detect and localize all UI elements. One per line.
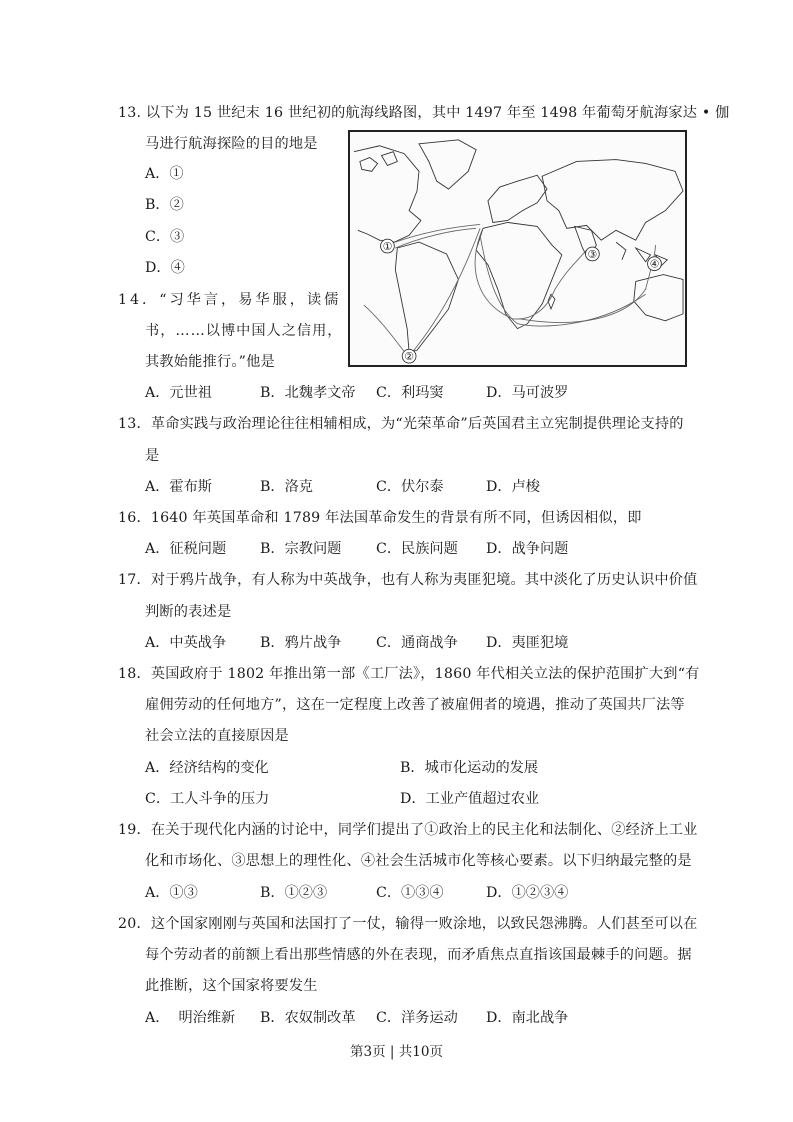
q20-option-a: A． 明治维新 [145,1010,236,1026]
q13b-stem-line-2: 是 [145,448,160,464]
q16-option-b: B．宗教问题 [260,541,342,557]
q20-stem-line-2: 每个劳动者的前额上看出那些情感的外在表现，而矛盾焦点直指该国最棘手的问题。据 [145,947,692,963]
q18-option-d: D．工业产值超过农业 [400,791,540,807]
map-marker-4: ④ [649,257,660,271]
map-marker-3: ③ [587,247,598,261]
q14-stem-line-3: 其教始能推行。”他是 [145,354,275,370]
q17-stem-line-1: 17．对于鸦片战争，有人称为中英战争，也有人称为夷匪犯境。其中淡化了历史认识中价值 [118,572,698,588]
route-magellan-pacific [364,305,409,358]
q14-option-a: A．元世祖 [145,385,212,401]
q19-option-b: B．①②③ [260,885,328,901]
map-marker-2: ② [404,350,414,364]
route-columbus-return [395,224,480,242]
arctic-islands [360,152,397,172]
q18-stem-line-3: 社会立法的直接原因是 [145,728,289,744]
q18-option-b: B．城市化运动的发展 [400,760,539,776]
q14-option-b: B．北魏孝文帝 [260,385,356,401]
q19-stem-line-2: 化和市场化、③思想上的理性化、④社会生活城市化等核心要素。以下归纳最完整的是 [145,853,692,869]
q18-stem-line-1: 18．英国政府于 1802 年推出第一部《工厂法》，1860 年代相关立法的保护范围扩大到“有 [118,666,700,682]
q14-option-d: D．马可波罗 [486,385,569,401]
q20-option-d: D．南北战争 [486,1010,569,1026]
q18-stem-line-2: 雇佣劳动的任何地方”，这在一定程度上改善了被雇佣者的境遇，推动了英国共厂法等 [145,697,685,713]
navigation-routes-map [348,130,687,367]
map-marker-1: ① [382,239,393,253]
q13b-option-d: D．卢梭 [486,479,540,495]
q19-option-d: D．①②③④ [486,885,569,901]
q13a-option-b: B．② [145,197,184,213]
q17-option-c: C．通商战争 [376,635,458,651]
q13b-option-c: C．伏尔泰 [376,479,444,495]
q19-stem-line-1: 19．在关于现代化内涵的讨论中，同学们提出了①政治上的民主化和法制化、②经济上工业 [118,822,698,838]
q20-stem-line-3: 此推断，这个国家将要发生 [145,978,318,994]
q13a-stem-line-2: 马进行航海探险的目的地是 [145,136,318,152]
q20-option-b: B．农奴制改革 [260,1010,356,1026]
q13a-option-a: A．① [145,166,184,182]
asia-outline [542,160,683,241]
q14-stem-line-2: 书，……以博中国人之信用， [145,323,343,339]
page-footer: 第3页 | 共10页 [350,1044,443,1060]
q17-option-b: B．鸦片战争 [260,635,342,651]
q16-option-d: D．战争问题 [486,541,569,557]
q14-option-c: C．利玛窦 [376,385,444,401]
q19-option-a: A．①③ [145,885,198,901]
europe-outline [488,175,547,222]
q16-stem-line-1: 16．1640 年英国革命和 1789 年法国革命发生的背景有所不同，但诱因相似，即 [118,510,642,526]
q13a-option-d: D．④ [145,260,185,276]
q13b-option-a: A．霍布斯 [145,479,212,495]
q13b-option-b: B．洛克 [260,479,313,495]
q14-stem-line-1: 14．“习华言，易华服，读儒 [118,292,342,308]
q17-option-d: D．夷匪犯境 [486,635,569,651]
q17-option-a: A．中英战争 [145,635,227,651]
q19-option-c: C．①③④ [376,885,444,901]
q13b-stem-line-1: 13．革命实践与政治理论往往相辅相成，为“光荣革命”后英国君主立宪制提供理论支持的 [118,416,684,432]
world-map-illustration [350,132,685,365]
route-to-marker-2 [409,228,480,356]
q13a-option-c: C．③ [145,229,185,245]
q20-stem-line-1: 20．这个国家刚刚与英国和法国打了一仗，输得一败涂地，以致民怨沸腾。人们甚至可以在 [118,916,698,932]
greenland-outline [419,140,476,189]
q18-option-a: A．经济结构的变化 [145,760,269,776]
q16-option-a: A．征税问题 [145,541,227,557]
q20-option-c: C．洋务运动 [376,1010,458,1026]
q13a-stem-line-1: 13. 以下为 15 世纪末 16 世纪初的航海线路图，其中 1497 年至 1498 年葡萄牙航海家达 • 伽 [118,105,730,121]
q18-option-c: C．工人斗争的压力 [145,791,270,807]
q16-option-c: C．民族问题 [376,541,458,557]
q17-stem-line-2: 判断的表述是 [145,604,232,620]
